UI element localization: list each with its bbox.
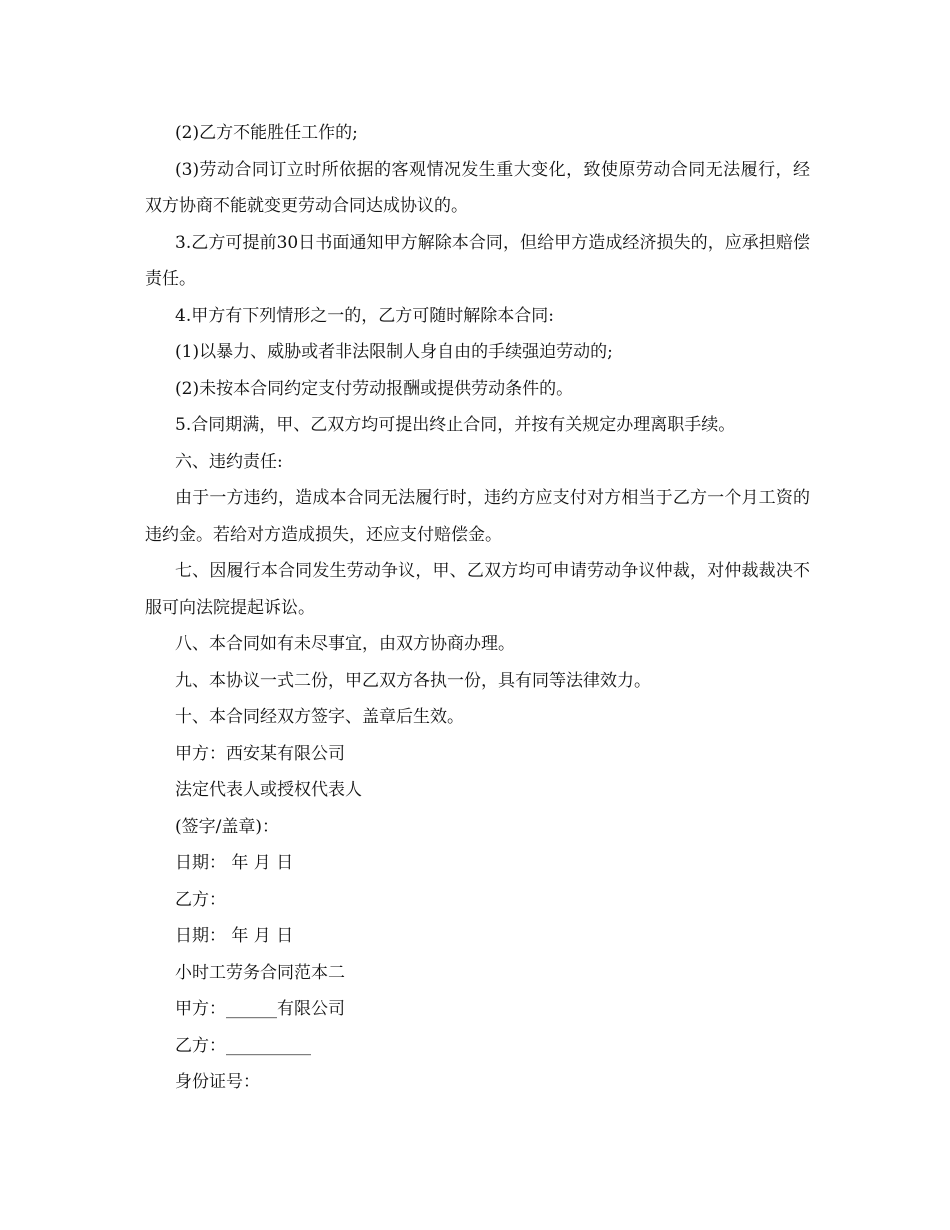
- paragraph-clause-2-3: (3)劳动合同订立时所依据的客观情况发生重大变化，致使原劳动合同无法履行，经双方协商不能就变更劳动合同达成协议的。: [145, 159, 810, 216]
- paragraph-clause-4-2: (2)未按本合同约定支付劳动报酬或提供劳动条件的。: [175, 378, 574, 399]
- party-b-line: 乙方：: [175, 889, 226, 910]
- paragraph-clause-5: 5.合同期满，甲、乙双方均可提出终止合同，并按有关规定办理离职手续。: [175, 415, 736, 435]
- template-party-a-line: 甲方：______有限公司: [175, 999, 345, 1019]
- signature-seal-line: (签字/盖章)：: [175, 816, 279, 837]
- section-effective: 十、本合同经双方签字、盖章后生效。: [175, 707, 464, 727]
- template-party-b-line: 乙方：__________: [175, 1035, 311, 1056]
- legal-representative-line: 法定代表人或授权代表人: [175, 780, 362, 800]
- paragraph-clause-3: 3.乙方可提前30日书面通知甲方解除本合同，但给甲方造成经济损失的，应承担赔偿责任。: [145, 232, 810, 289]
- document-body: [145, 115, 810, 1101]
- paragraph-liability: 由于一方违约，造成本合同无法履行时，违约方应支付对方相当于乙方一个月工资的违约金。若给对方造成损失，还应支付赔偿金。: [145, 488, 810, 545]
- section-heading-liability: 六、违约责任:: [175, 451, 283, 472]
- section-dispute: 七、因履行本合同发生劳动争议，甲、乙双方均可申请劳动争议仲裁，对仲裁裁决不服可向法院提起诉讼。: [145, 561, 810, 618]
- section-copies: 九、本协议一式二份，甲乙双方各执一份，具有同等法律效力。: [175, 670, 651, 691]
- second-template-title: 小时工劳务合同范本二: [175, 962, 345, 983]
- date-line-party-b: 日期： 年 月 日: [175, 926, 294, 946]
- party-a-line: 甲方：西安某有限公司: [175, 743, 345, 764]
- paragraph-clause-4-1: (1)以暴力、威胁或者非法限制人身自由的手续强迫劳动的;: [175, 342, 613, 362]
- id-number-line: 身份证号：: [175, 1072, 260, 1092]
- paragraph-clause-4: 4.甲方有下列情形之一的，乙方可随时解除本合同:: [175, 305, 554, 326]
- section-unresolved: 八、本合同如有未尽事宜，由双方协商办理。: [175, 634, 515, 654]
- date-line-party-a: 日期： 年 月 日: [175, 853, 294, 873]
- paragraph-clause-2-2: (2)乙方不能胜任工作的;: [175, 123, 358, 143]
